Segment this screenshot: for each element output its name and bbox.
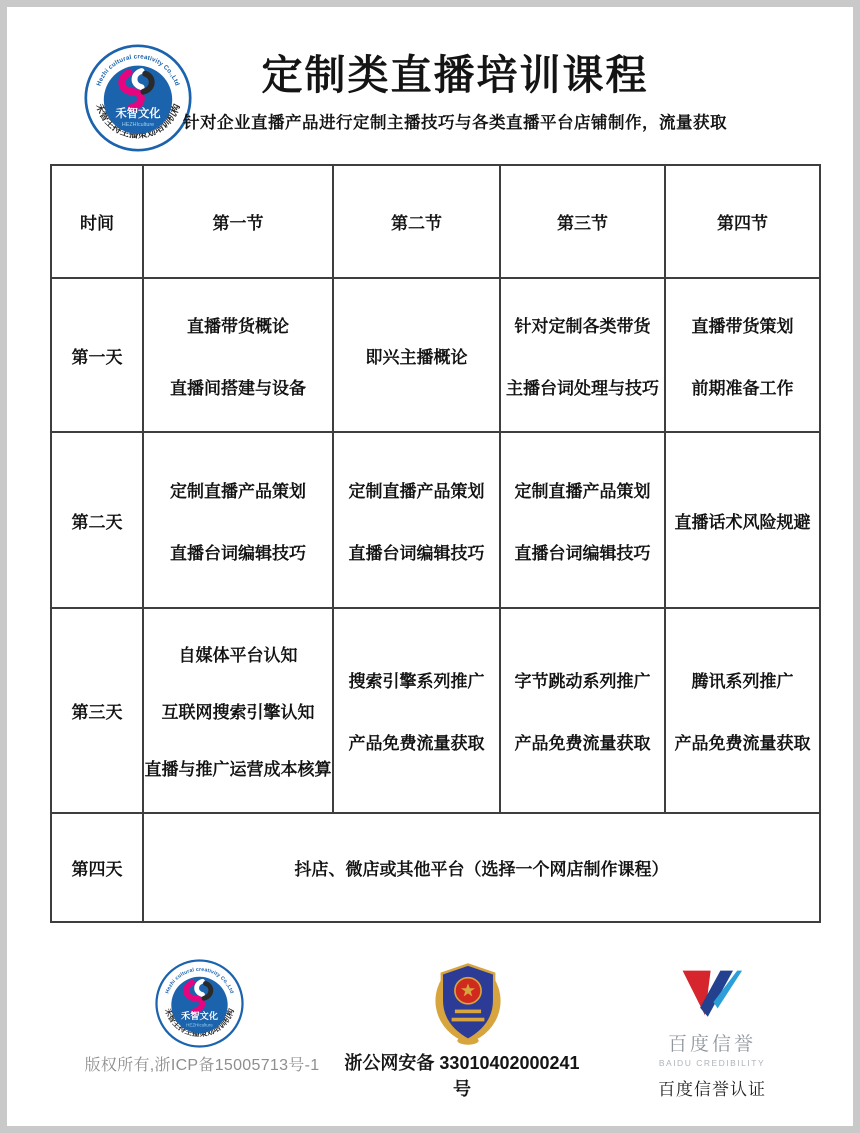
course-cell [333,608,500,813]
table-row-day3 [51,608,820,813]
course-cell [500,432,665,608]
header-cell-session-3: 第三节 [500,165,665,278]
course-line: 主播台词处理与技巧 [506,378,659,398]
course-cell [500,278,665,432]
course-line: 定制直播产品策划 [514,481,651,501]
police-registration-text: 浙公网安备 33010402000241号 [344,1053,580,1099]
police-badge-icon [424,958,512,1048]
header-cell-session-2: 第二节 [333,165,500,278]
page-subtitle: 针对企业直播产品进行定制主播技巧与各类直播平台店铺制作，流量获取 [183,114,727,133]
course-cell [143,608,333,813]
course-line: 字节跳动系列推广 [514,672,651,691]
course-line: 产品免费流量获取 [348,734,485,753]
baidu-name-label: 百度信誉 [667,1034,756,1055]
course-line: 产品免费流量获取 [674,734,811,753]
course-cell [665,432,820,608]
course-line: 直播台词编辑技巧 [170,543,306,563]
day-label: 第三天 [51,608,143,813]
course-line: 直播带货策划 [691,316,794,336]
course-line: 自媒体平台认知 [178,646,298,665]
course-line: 直播台词编辑技巧 [348,543,485,563]
course-line: 针对定制各类带货 [514,316,651,336]
header-cell-time: 时间 [51,165,143,278]
page-title: 定制类直播培训课程 [261,52,649,98]
header-cell-session-1: 第一节 [143,165,333,278]
course-line: 直播带货概论 [187,316,289,336]
course-cell-merged: 抖店、微店或其他平台（选择一个网店制作课程） [143,813,820,922]
course-cell [333,278,500,432]
course-line: 直播话术风险规避 [674,512,811,532]
course-cell [143,278,333,432]
header-cell-session-4: 第四节 [665,165,820,278]
course-cell [143,432,333,608]
page [7,7,853,1126]
baidu-credibility-icon [677,965,747,1021]
course-line: 互联网搜索引擎认知 [161,703,315,722]
course-line: 产品免费流量获取 [514,734,651,753]
course-line: 前期准备工作 [691,378,794,398]
day-label: 第一天 [51,278,143,432]
course-cell [665,608,820,813]
course-line: 直播间搭建与设备 [170,378,306,398]
course-cell [500,608,665,813]
baidu-cert-label: 百度信誉认证 [658,1080,766,1099]
baidu-name-en-label: BAIDU CREDIBILITY [658,1058,766,1068]
course-line: 即兴主播概论 [365,347,468,367]
course-schedule-table [50,164,821,923]
course-line: 定制直播产品策划 [348,481,485,501]
table-row-day2 [51,432,820,608]
course-line: 腾讯系列推广 [691,672,794,691]
header [62,52,848,133]
course-cell [333,432,500,608]
course-line: 直播台词编辑技巧 [514,543,651,563]
hezhi-logo-footer [155,959,244,1048]
baidu-credibility-block [627,965,797,1100]
course-line: 直播与推广运营成本核算 [144,760,332,779]
course-cell [665,278,820,432]
copyright-text: 版权所有,浙ICP备15005713号-1 [84,1057,320,1074]
day-label: 第四天 [51,813,143,922]
table-header-row [51,165,820,278]
table-row-day4 [51,813,820,922]
course-line: 搜索引擎系列推广 [348,672,485,691]
course-line: 定制直播产品策划 [170,481,306,501]
table-row-day1 [51,278,820,432]
day-label: 第二天 [51,432,143,608]
